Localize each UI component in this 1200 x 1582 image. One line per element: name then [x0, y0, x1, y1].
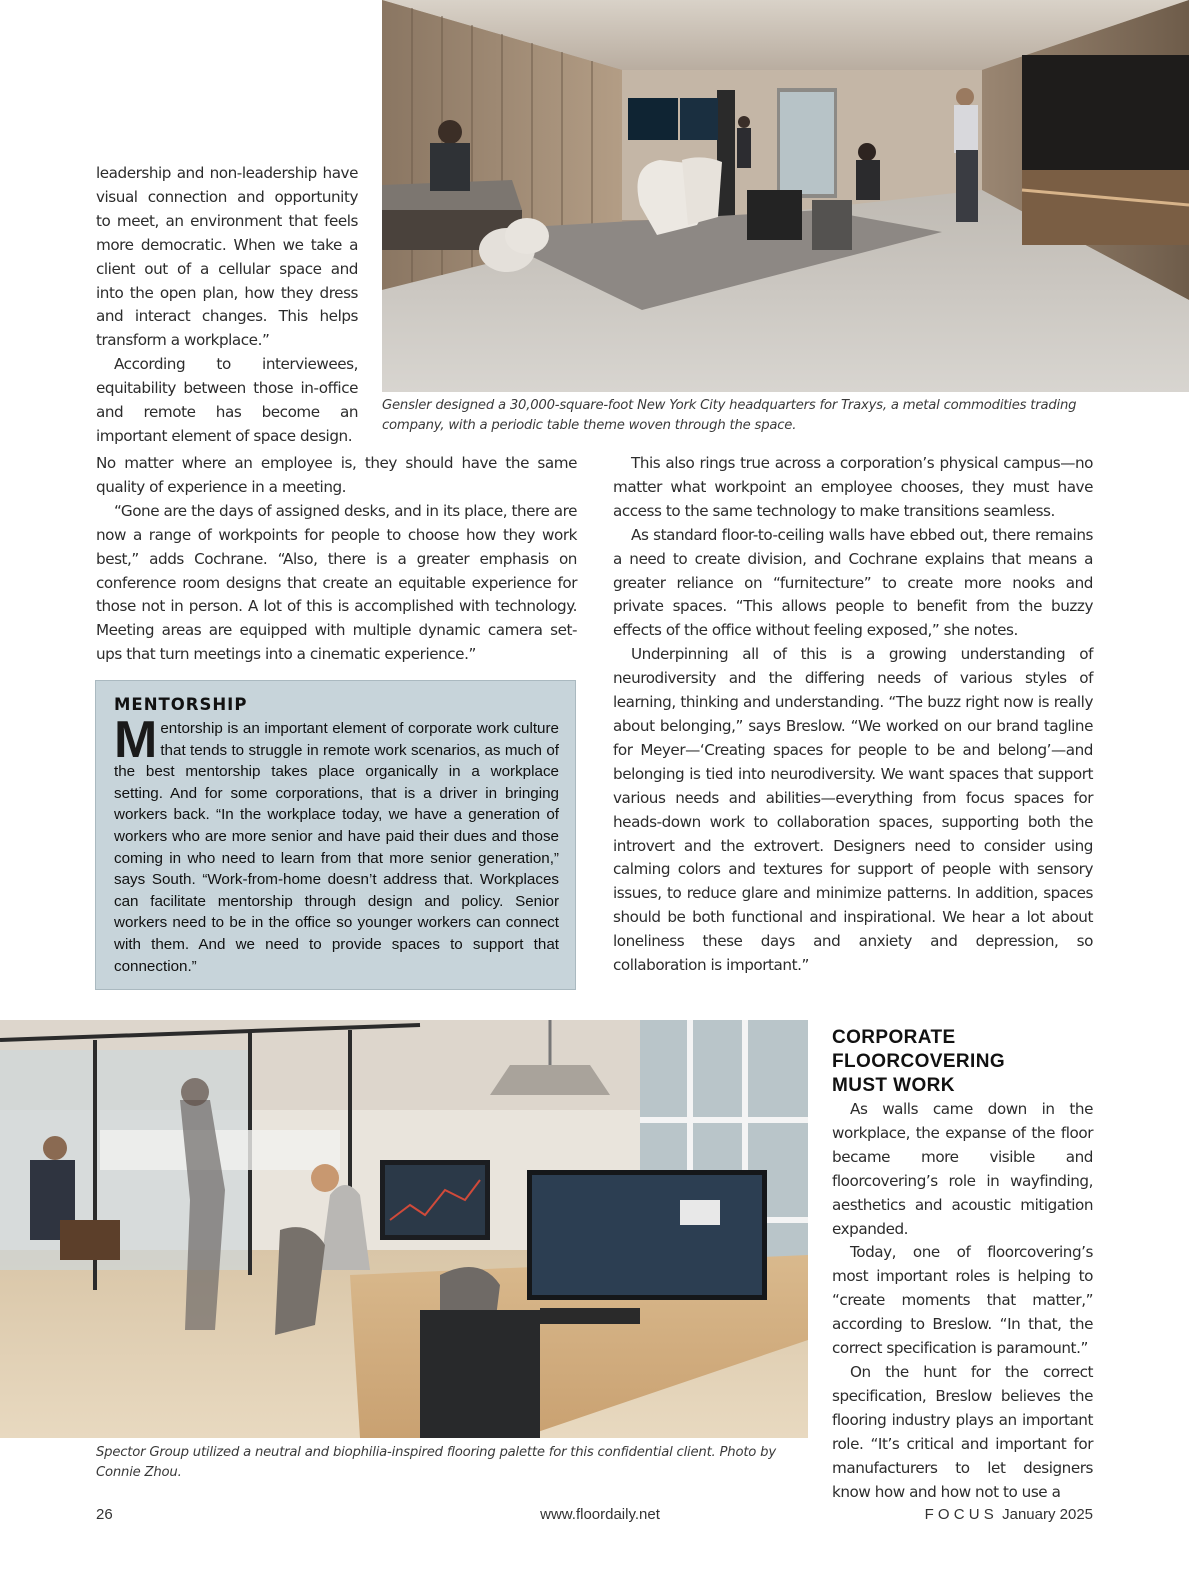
drop-cap: M: [114, 711, 158, 769]
top-photo: [382, 0, 1189, 392]
lobby-photo-illustration: [382, 0, 1189, 392]
section-heading-line: MUST WORK: [832, 1075, 955, 1096]
bottom-photo: [0, 1020, 808, 1438]
paragraph: As standard floor-to-ceiling walls have ebbed out, there remains a need to create division, and Cochrane explains that means a greater reliance on “furnitecture” to create more nooks and private spaces. “This allows people to benefit from the buzzy effects of the office without feeling exposed,” she notes.: [613, 525, 1093, 640]
section-heading: [832, 1026, 1093, 1098]
paragraph: This also rings true across a corporation’s physical campus—no matter what workpoint an employee chooses, they must have access to the same technology to make transitions seamless.: [613, 454, 1093, 520]
section-heading-line: CORPORATE: [832, 1027, 956, 1048]
section-body: [832, 1098, 1093, 1504]
office-photo-illustration: [0, 1020, 808, 1438]
sidebar-text: entorship is an important element of corporate work culture that tends to struggle in remote work scenarios, as much of the best mentorship takes place organically in a workplace setting. And for some corporations, that is a driver in bringing workers back. “In the workplace today, we have a generation of workers who are more senior and have paid their dues and those coming in who need to learn from that more senior generation,” says South. “Work-from-home doesn’t address that. Workplaces can facilitate mentorship through design and policy. Senior workers need to be in the office so younger workers can connect with them. And we need to provide spaces to support that connection.”: [114, 720, 559, 975]
mentorship-sidebar: [95, 680, 576, 990]
paragraph: leadership and non-leadership have visual connection and opportunity to meet, an environment that feels more democratic. When we take a client out of a cellular space and into the open plan, how they dress and interact changes. This helps transform a workplace.”: [96, 164, 358, 350]
issue-label: F O C U S January 2025: [924, 1506, 1093, 1523]
sidebar-title: MENTORSHIP: [114, 695, 248, 714]
paragraph: On the hunt for the correct specification, Breslow believes the flooring industry plays an important role. “It’s critical and important for manufacturers to let designers know how and how not to use a: [832, 1362, 1093, 1501]
paragraph: Underpinning all of this is a growing understanding of neurodiversity and the differing needs of various styles of learning, thinking and understanding. “The buzz right now is really about belonging,” says Breslow. “We worked on our brand tagline for Meyer—‘Creating spaces for people to be and belong’—and belonging is tied into neurodiversity. We want spaces that support various needs and abilities—everything from focus spaces for heads-down work to collaboration spaces, supporting both the introvert and the extrovert. Designers need to consider using calming colors and textures for support of people with sensory issues, to reduce glare and minimize patterns. In addition, spaces should be both functional and inspirational. We hear a lot about loneliness these days and anxiety and depression, so collaboration is important.”: [613, 645, 1093, 975]
paragraph: As walls came down in the workplace, the expanse of the floor became more visible and floorcovering’s role in wayfinding, aesthetics and acoustic mitigation expanded.: [832, 1100, 1093, 1238]
section-heading-line: FLOORCOVERING: [832, 1051, 1006, 1072]
paragraph: Today, one of floorcovering’s most important roles is helping to “create moments that matter,” according to Breslow. “In that, the correct specification is paramount.”: [832, 1243, 1093, 1358]
right-column: [613, 452, 1093, 978]
paragraph: According to interviewees, equitability between those in-office and remote has become an important element of space design.: [96, 355, 358, 445]
paragraph: “Gone are the days of assigned desks, and in its place, there are now a range of workpoints for people to choose how they work best,” adds Cochrane. “Also, there is a greater emphasis on conference room designs that create an equitable experience for those not in person. A lot of this is accomplished with technology. Meeting areas are equipped with multiple dynamic camera set-ups that turn meetings into a cinematic experience.”: [96, 501, 577, 664]
left-column-top: [96, 162, 358, 449]
site-url[interactable]: www.floordaily.net: [540, 1506, 660, 1523]
bottom-photo-caption: Spector Group utilized a neutral and biophilia-inspired flooring palette for this confidential client. Photo by Connie Zhou.: [96, 1445, 776, 1480]
left-column-mid: [96, 452, 577, 667]
sidebar-body: [114, 711, 559, 977]
top-photo-caption: Gensler designed a 30,000-square-foot New York City headquarters for Traxys, a metal commodities trading company, with a periodic table theme woven through the space.: [382, 398, 1077, 433]
paragraph: No matter where an employee is, they should have the same quality of experience in a meeting.: [96, 454, 577, 496]
floorcovering-section: [832, 1026, 1093, 1504]
page-number: 26: [96, 1506, 113, 1523]
